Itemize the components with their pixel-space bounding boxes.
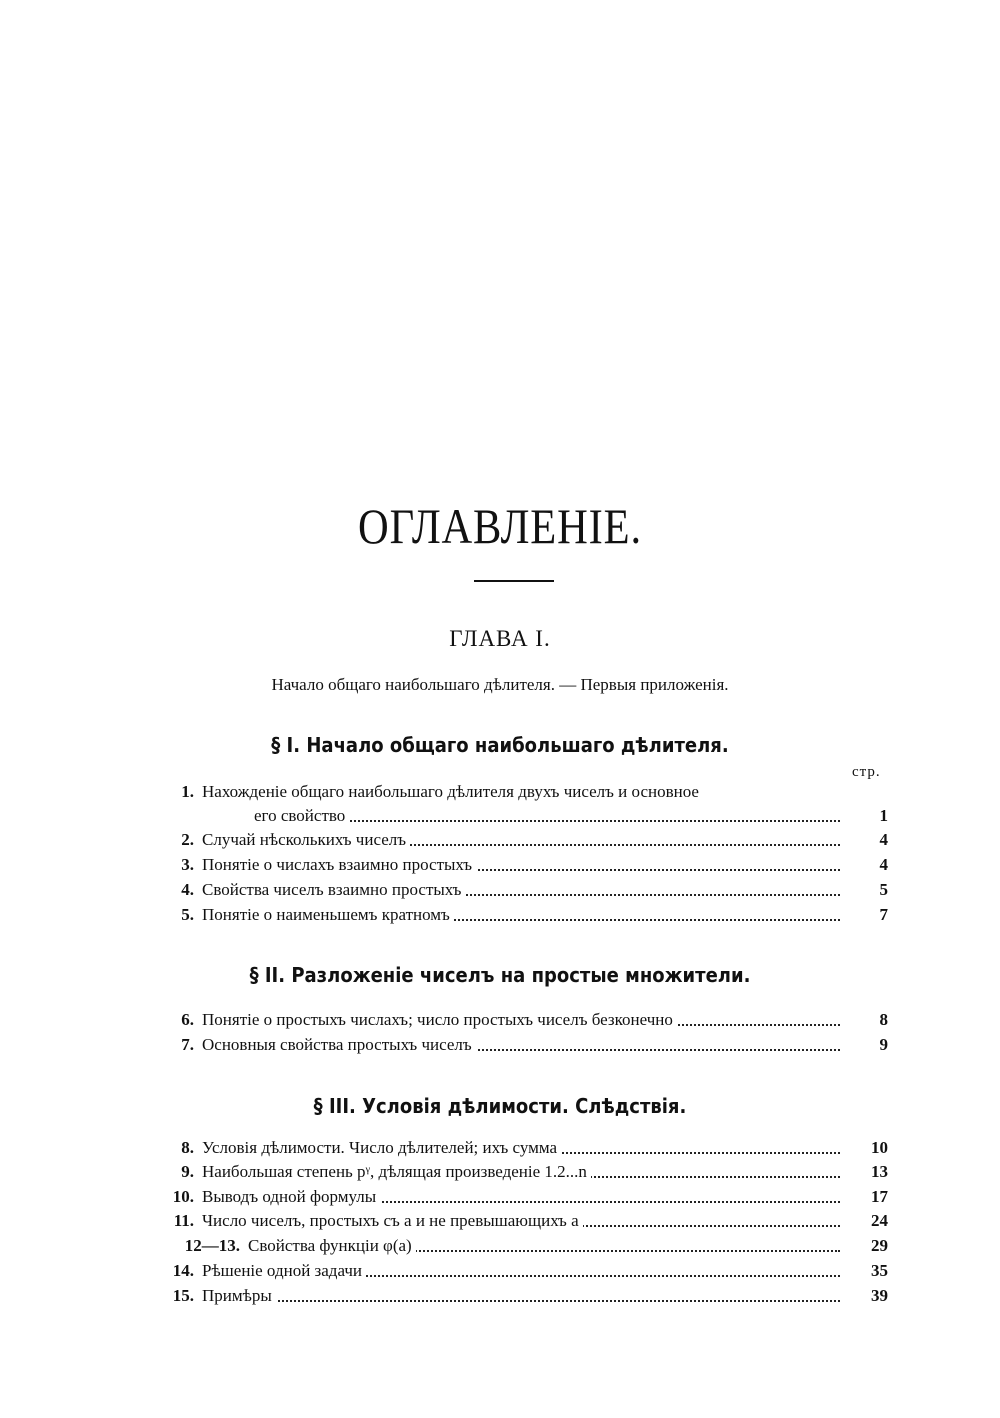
entry-title: Свойства функціи φ(a) xyxy=(248,1236,416,1255)
entry-number: 11. xyxy=(173,1211,194,1230)
entry-title: Случай нѣсколькихъ чиселъ xyxy=(202,830,410,849)
toc-entry xyxy=(160,1259,888,1283)
entry-number: 1. xyxy=(181,782,194,801)
entry-title: Выводъ одной формулы xyxy=(202,1187,380,1206)
entry-page: 10 xyxy=(871,1138,888,1157)
entry-page: 8 xyxy=(879,1010,888,1029)
toc-entry xyxy=(160,1033,888,1057)
entry-page: 7 xyxy=(879,905,888,924)
entry-title: Свойства чиселъ взаимно простыхъ xyxy=(202,880,465,899)
entry-page: 4 xyxy=(879,830,888,849)
toc-entry xyxy=(160,828,888,852)
entry-number: 12—13. xyxy=(184,1236,240,1255)
section-heading-2: § II. Разложеніе чиселъ на простые множители. xyxy=(249,963,751,987)
entry-number: 14. xyxy=(172,1261,194,1280)
section-heading-3: § III. Условія дѣлимости. Слѣдствія. xyxy=(313,1094,687,1118)
entry-title: Примѣры xyxy=(202,1286,276,1305)
section-heading-1: § I. Начало общаго наибольшаго дѣлителя. xyxy=(271,733,729,757)
toc-entry-continuation xyxy=(160,804,888,828)
entry-page: 4 xyxy=(879,855,888,874)
entry-title: Условія дѣлимости. Число дѣлителей; ихъ сумма xyxy=(202,1138,561,1157)
page-title: ОГЛАВЛЕНІЕ. xyxy=(358,498,642,554)
entry-number: 2. xyxy=(181,830,194,849)
toc-entry xyxy=(160,1209,888,1233)
entry-number: 4. xyxy=(181,880,194,899)
toc-entry xyxy=(160,1185,888,1209)
entry-number: 7. xyxy=(181,1035,194,1054)
entry-title-continuation: его свойство xyxy=(254,806,349,825)
entry-title: Понятіе о наименьшемъ кратномъ xyxy=(202,905,454,924)
toc-entry xyxy=(160,1234,888,1258)
entry-number: 5. xyxy=(181,905,194,924)
entry-number: 6. xyxy=(181,1010,194,1029)
chapter-label: ГЛАВА I. xyxy=(449,626,551,651)
entry-page: 17 xyxy=(871,1187,888,1206)
toc-entry xyxy=(160,1160,888,1184)
entry-title: Число чиселъ, простыхъ съ a и не превышающихъ a xyxy=(202,1211,583,1230)
title-divider xyxy=(474,580,554,582)
entry-page: 29 xyxy=(871,1236,888,1255)
toc-entry xyxy=(160,780,888,804)
entry-number: 9. xyxy=(181,1162,194,1181)
toc-entry xyxy=(160,1136,888,1160)
entry-page: 13 xyxy=(871,1162,888,1181)
toc-entry xyxy=(160,1008,888,1032)
entry-page: 24 xyxy=(871,1211,888,1230)
entry-title: Нахожденіе общаго наибольшаго дѣлителя двухъ чиселъ и основное xyxy=(202,782,699,801)
entry-number: 15. xyxy=(172,1286,194,1305)
entry-page: 35 xyxy=(871,1261,888,1280)
entry-number: 3. xyxy=(181,855,194,874)
toc-entry xyxy=(160,1284,888,1308)
entry-title: Основныя свойства простыхъ чиселъ xyxy=(202,1035,476,1054)
page-column-label: стр. xyxy=(852,764,881,780)
entry-number: 10. xyxy=(172,1187,194,1206)
entry-page: 9 xyxy=(879,1035,888,1054)
entry-number: 8. xyxy=(181,1138,194,1157)
entry-title: Понятіе о числахъ взаимно простыхъ xyxy=(202,855,476,874)
dot-leader xyxy=(202,1300,840,1302)
chapter-subtitle: Начало общаго наибольшаго дѣлителя. — Первыя приложенія. xyxy=(271,675,729,694)
toc-entry xyxy=(160,903,888,927)
entry-page: 1 xyxy=(879,806,888,825)
entry-page: 5 xyxy=(879,880,888,899)
entry-title: Понятіе о простыхъ числахъ; число простыхъ чиселъ безконечно xyxy=(202,1010,677,1029)
entry-title: Рѣшеніе одной задачи xyxy=(202,1261,366,1280)
entry-title: Наибольшая степень pᵞ, дѣлящая произведеніе 1.2...n xyxy=(202,1162,591,1181)
toc-entry xyxy=(160,853,888,877)
entry-page: 39 xyxy=(871,1286,888,1305)
toc-entry xyxy=(160,878,888,902)
